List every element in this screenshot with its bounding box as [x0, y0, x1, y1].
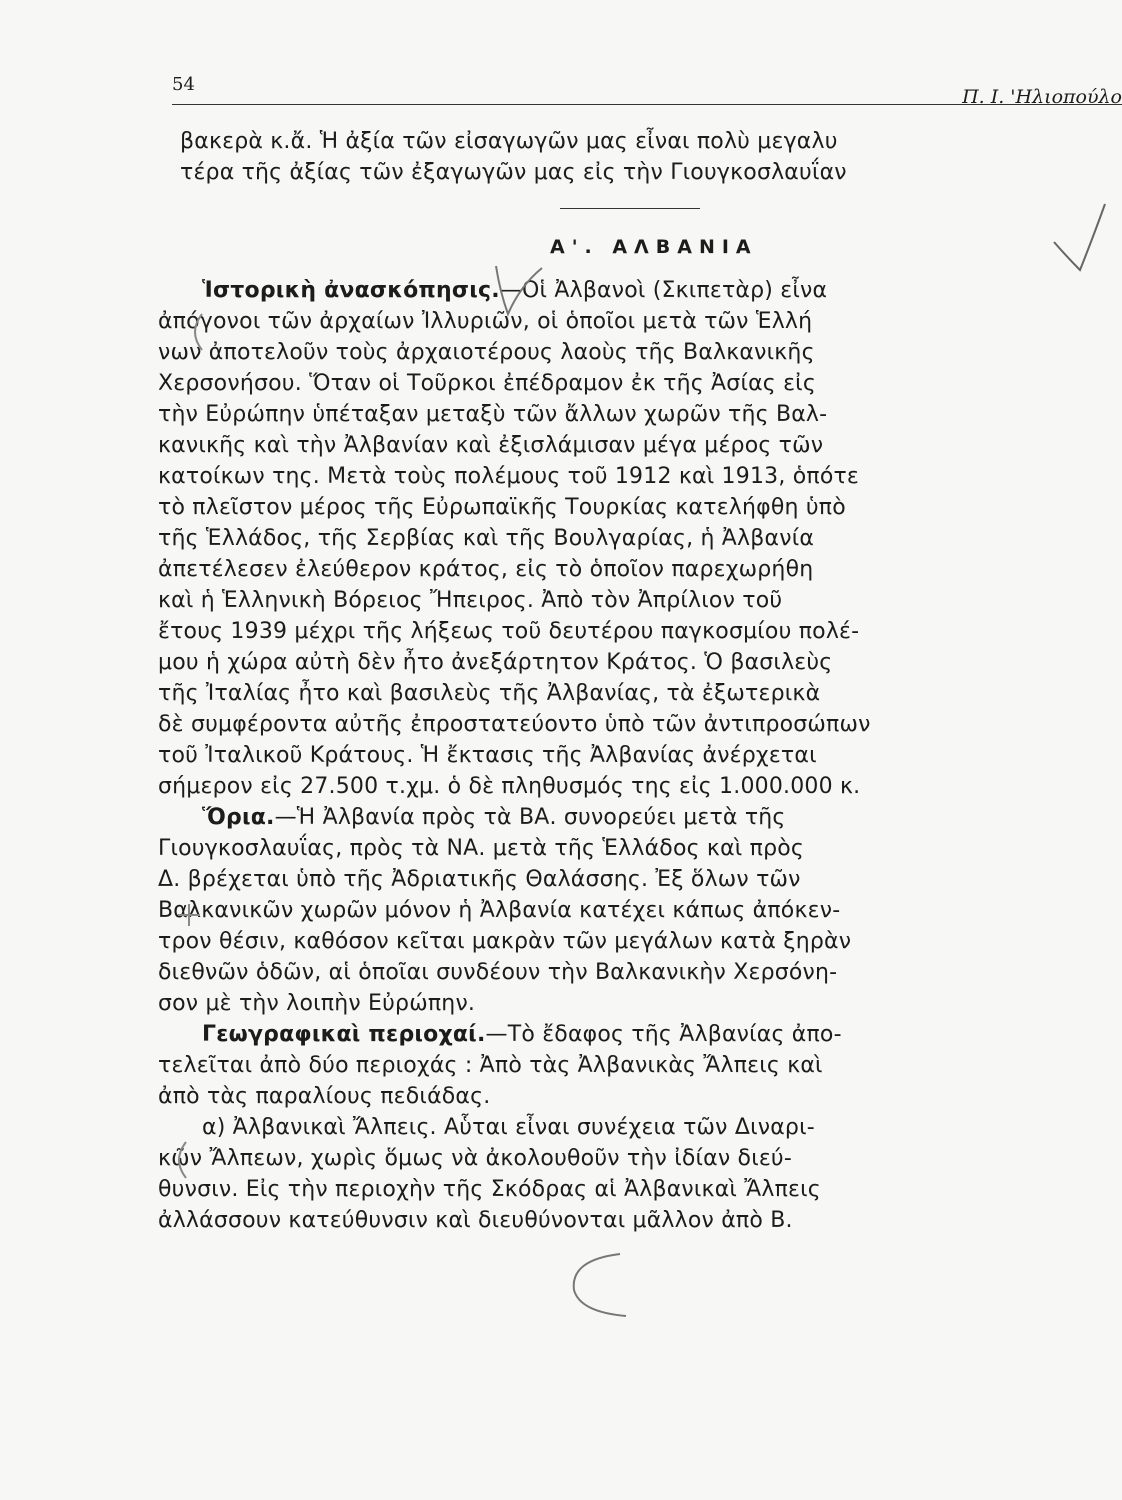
borders-line: διεθνῶν ὁδῶν, αἱ ὁποῖαι συνδέουν τὴν Βαλκανικὴν Χερσόνη- — [158, 960, 838, 985]
history-line: ἀπόγονοι τῶν ἀρχαίων Ἰλλυριῶν, οἱ ὁποῖοι μετὰ τῶν Ἑλλή — [158, 309, 813, 334]
borders-first-rest: —Ἡ Ἀλβανία πρὸς τὰ ΒΑ. συνορεύει μετὰ τῆς — [274, 805, 786, 830]
alps-line: κῶν Ἄλπεων, χωρὶς ὅμως νὰ ἀκολουθοῦν τὴν ἰδίαν διεύ- — [158, 1146, 792, 1171]
borders-line: Δ. βρέχεται ὑπὸ τῆς Ἀδριατικῆς Θαλάσσης. Ἐξ ὅλων τῶν — [158, 867, 801, 892]
borders-heading: Ὅρια. — [202, 805, 275, 830]
geography-line: τελεῖται ἀπὸ δύο περιοχάς : Ἀπὸ τὰς Ἀλβανικὰς Ἄλπεις καὶ — [158, 1053, 823, 1078]
geography-first-line — [158, 1019, 1122, 1050]
borders-line: τρον θέσιν, καθόσον κεῖται μακρὰν τῶν μεγάλων κατὰ ξηρὰν — [158, 929, 852, 954]
history-line: ἔτους 1939 μέχρι τῆς λήξεως τοῦ δευτέρου παγκοσμίου πολέ- — [158, 619, 860, 644]
history-line: τοῦ Ἰταλικοῦ Κράτους. Ἡ ἔκτασις τῆς Ἀλβανίας ἀνέρχεται — [158, 743, 817, 768]
history-line: κανικῆς καὶ τὴν Ἀλβανίαν καὶ ἐξισλάμισαν μέγα μέρος τῶν — [158, 433, 824, 458]
alps-first-line — [158, 1112, 1122, 1143]
alps-heading: α) Ἀλβανικαὶ Ἄλπεις. — [202, 1115, 437, 1140]
pencil-arc-icon — [560, 1250, 630, 1320]
section-separator — [560, 208, 700, 209]
header-rule — [172, 104, 1122, 105]
history-line: τὸ πλεῖστον μέρος τῆς Εὐρωπαϊκῆς Τουρκίας κατελήφθη ὑπὸ — [158, 495, 846, 520]
history-line: τῆς Ἑλλάδος, τῆς Σερβίας καὶ τῆς Βουλγαρίας, ἡ Ἀλβανία — [158, 526, 815, 551]
history-heading: Ἱστορικὴ ἀνασκόπησις. — [202, 278, 500, 303]
history-first-line — [158, 275, 1122, 306]
borders-line: σον μὲ τὴν λοιπὴν Εὐρώπην. — [158, 991, 476, 1016]
body-text — [158, 126, 1122, 1236]
history-line: μου ἡ χώρα αὐτὴ δὲν ἦτο ἀνεξάρτητον Κράτος. Ὁ βασιλεὺς — [158, 650, 833, 675]
history-line: τὴν Εὐρώπην ὑπέταξαν μεταξὺ τῶν ἄλλων χωρῶν τῆς Βαλ- — [158, 402, 828, 427]
geography-first-rest: —Τὸ ἔδαφος τῆς Ἀλβανίας ἀπο- — [485, 1022, 842, 1047]
alps-first-rest: Αὗται εἶναι συνέχεια τῶν Διναρι- — [436, 1115, 815, 1140]
section-title: Α'. ΑΛΒΑΝΙΑ — [550, 236, 758, 258]
alps-line: θυνσιν. Εἰς τὴν περιοχὴν τῆς Σκόδρας αἱ Ἀλβανικαὶ Ἄλπεις — [158, 1177, 821, 1202]
history-line: κατοίκων της. Μετὰ τοὺς πολέμους τοῦ 1912 καὶ 1913, ὁπότε — [158, 464, 860, 489]
geography-heading: Γεωγραφικαὶ περιοχαί. — [202, 1022, 486, 1047]
page-number: 54 — [172, 74, 195, 95]
intro-line: τέρα τῆς ἀξίας τῶν ἐξαγωγῶν μας εἰς τὴν Γιουγκοσλαυΐαν — [180, 160, 847, 185]
history-first-rest: —Οἱ Ἀλβανοὶ (Σκιπετὰρ) εἶνα — [499, 278, 828, 303]
alps-line: ἀλλάσσουν κατεύθυνσιν καὶ διευθύνονται μᾶλλον ἀπὸ Β. — [158, 1208, 793, 1233]
history-line: καὶ ἡ Ἑλληνικὴ Βόρειος Ἤπειρος. Ἀπὸ τὸν Ἀπρίλιον τοῦ — [158, 588, 783, 613]
history-line: νων ἀποτελοῦν τοὺς ἀρχαιοτέρους λαοὺς τῆς Βαλκανικῆς — [158, 340, 815, 365]
borders-line: Γιουγκοσλαυΐας, πρὸς τὰ ΝΑ. μετὰ τῆς Ἑλλάδος καὶ πρὸς — [158, 836, 805, 861]
intro-line: βακερὰ κ.ἄ. Ἡ ἀξία τῶν εἰσαγωγῶν μας εἶναι πολὺ μεγαλυ — [180, 129, 838, 154]
running-author: Π. Ι. 'Ηλιοπούλο — [962, 86, 1122, 108]
history-line: ἀπετέλεσεν ἐλεύθερον κράτος, εἰς τὸ ὁποῖον παρεχωρήθη — [158, 557, 814, 582]
borders-first-line — [158, 802, 1122, 833]
borders-line: Βαλκανικῶν χωρῶν μόνον ἡ Ἀλβανία κατέχει κάπως ἀπόκεν- — [158, 898, 841, 923]
history-line: δὲ συμφέροντα αὐτῆς ἐπροστατεύοντο ὑπὸ τῶν ἀντιπροσώπων — [158, 712, 871, 737]
history-line: σήμερον εἰς 27.500 τ.χμ. ὁ δὲ πληθυσμός της εἰς 1.000.000 κ. — [158, 774, 861, 799]
geography-line: ἀπὸ τὰς παραλίους πεδιάδας. — [158, 1084, 491, 1109]
history-line: Χερσονήσου. Ὅταν οἱ Τοῦρκοι ἐπέδραμον ἐκ τῆς Ἀσίας εἰς — [158, 371, 816, 396]
history-line: τῆς Ἰταλίας ἦτο καὶ βασιλεὺς τῆς Ἀλβανίας, τὰ ἐξωτερικὰ — [158, 681, 821, 706]
